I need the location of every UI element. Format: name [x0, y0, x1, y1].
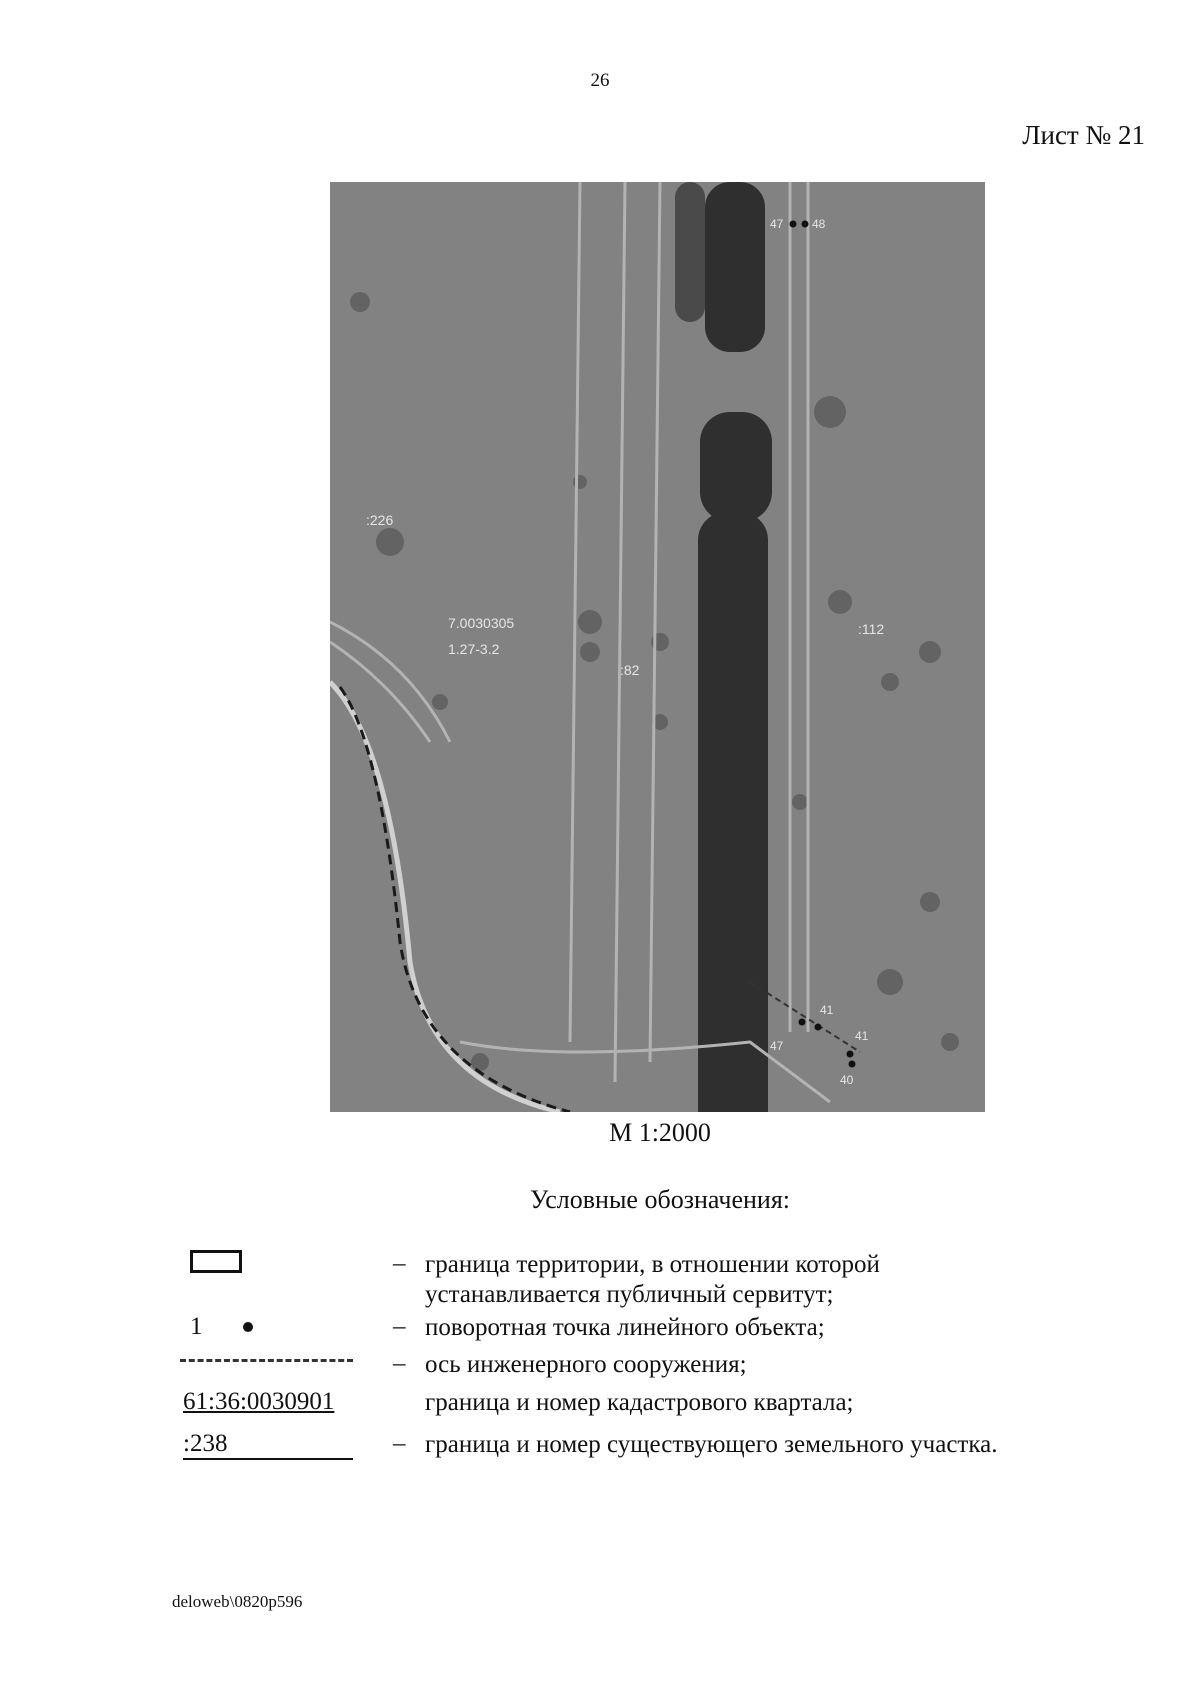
map-label-quarter-bottom: 1.27-3.2 — [448, 641, 500, 657]
page-number: 26 — [590, 70, 610, 91]
legend-dash: – — [393, 1350, 406, 1377]
map-point-label: 40 — [840, 1073, 854, 1087]
legend-lot-number: :238 — [183, 1430, 353, 1460]
map-label-lot-82: :82 — [620, 662, 640, 678]
map-point-label: 47 — [770, 217, 784, 231]
map-image — [330, 182, 985, 1112]
map-point-label: 47 — [770, 1039, 784, 1053]
legend-point-number: 1 — [190, 1313, 203, 1340]
legend-text: граница территории, в отношении которой — [425, 1251, 880, 1278]
legend-cadastral-number: 61:36:0030901 — [183, 1388, 335, 1415]
legend-text: граница и номер существующего земельного участка. — [425, 1431, 998, 1458]
footer-doc-id: deloweb\0820p596 — [172, 1592, 303, 1611]
map-scale: М 1:2000 — [609, 1118, 711, 1147]
legend-text: граница и номер кадастрового квартала; — [425, 1389, 854, 1416]
legend-text: ось инженерного сооружения; — [425, 1351, 747, 1378]
map-label-quarter-top: 7.0030305 — [448, 615, 515, 631]
map-point-label: 41 — [855, 1029, 869, 1043]
legend-boundary-symbol — [190, 1250, 242, 1273]
legend-text: устанавливается публичный сервитут; — [425, 1281, 834, 1308]
map-point-label: 41 — [820, 1003, 834, 1017]
legend-title: Условные обозначения: — [529, 1185, 791, 1214]
map-point-label: 48 — [812, 217, 826, 231]
legend-dash: – — [393, 1313, 406, 1340]
legend-dash: – — [393, 1250, 406, 1277]
legend-dash: – — [393, 1430, 406, 1457]
legend-text: поворотная точка линейного объекта; — [425, 1314, 825, 1341]
legend-point-dot-icon — [243, 1322, 253, 1332]
sheet-label: Лист № 21 — [1022, 120, 1145, 150]
legend-axis-symbol — [180, 1359, 353, 1362]
map-label-lot-112: :112 — [858, 621, 885, 637]
map-label-lot-226: :226 — [366, 512, 394, 528]
